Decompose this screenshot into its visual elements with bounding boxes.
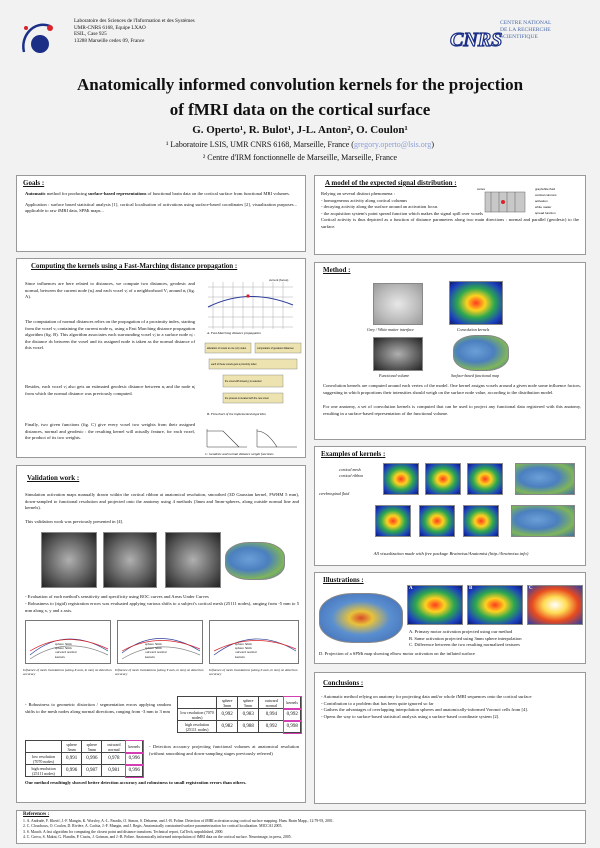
validation-panel: [16, 465, 306, 803]
method-title: Method :: [323, 266, 351, 274]
cnrs-logo-text: CNRS: [450, 29, 503, 51]
kernel-example-3: [467, 463, 503, 495]
affil1-close: ): [431, 140, 434, 149]
validation-b1-text: - Evaluation of each method's sensitivity and specificity using ROC curves and Areas Under Curves: [25, 594, 209, 599]
illustration-a: [407, 585, 463, 625]
resolution-table: [25, 740, 143, 777]
validation-title: Validation work :: [27, 474, 80, 482]
table-header: outward normal: [102, 741, 126, 753]
flow-box-text: the voxel with lowest pⱼ is selected: [225, 380, 262, 383]
convolution-kernels-image: [449, 281, 503, 325]
illustration-item-d: D. Projection of a SPMt map showing elbow motor activation on the inflated surface: [319, 651, 475, 656]
plot-legend: [235, 642, 257, 659]
model-line: - the acquisition system's point spread function which makes the signal spill over voxels: [321, 210, 483, 216]
model-line: - homogeneous activity along cortical columns: [321, 197, 408, 203]
illustration-c: [527, 585, 583, 625]
table-cell: 0,996: [62, 765, 82, 777]
examples-title: Examples of kernels :: [321, 450, 386, 458]
references-list: [17, 819, 585, 841]
illustration-letter: A: [409, 586, 413, 591]
table-header: kernels: [126, 741, 143, 753]
cnrs-line: CENTRE NATIONAL: [500, 20, 552, 26]
table-cell: 0,996: [82, 753, 102, 765]
kernel-example-1: [383, 463, 419, 495]
table-cell: 0,998: [284, 721, 301, 733]
kernel-example-8: [511, 505, 575, 537]
validation-surface: [225, 542, 285, 580]
affiliation-2: ² Centre d'IRM fonctionnelle de Marseille, Marseille, France: [202, 153, 398, 162]
goals-p2: Application : surface based statistical analysis [1], cortical localisation of activations using surface-based coordinates [2], visualization purposes... applicable to raw fMRI data, SPMt maps...: [25, 201, 297, 214]
table-cell: 0,994: [259, 709, 284, 721]
kernel-example-4: [515, 463, 575, 495]
table-header: sphere 3mm: [62, 741, 82, 753]
flow-box-text: each of these voxels gets a proximity index: [211, 363, 257, 366]
model-line: Cortical activity is thus depicted as a function of distance parameters along two main directions : normal and parallel (geodesic) to the surface.: [321, 217, 579, 229]
conclusion-item: - Contribution to a problem that has been quite ignored so far: [321, 700, 434, 706]
method-label: Surface-based functional map: [451, 373, 499, 378]
fig-a-top-label: current (focus): [269, 278, 289, 282]
legend-item: sphere 5mm: [145, 646, 162, 651]
cnrs-logo: [448, 16, 503, 56]
validation-conclusion: Our method resultingly showed better detection accuracy and robustness to small registration errors than others.: [25, 780, 247, 785]
table-cell: 0,992: [259, 721, 284, 733]
illustration-item: A. Primary motor activation projected using our method: [409, 629, 513, 634]
example-label: cerebrospinal fluid: [319, 491, 350, 496]
kernels-p4: Finally, two given functions (fig. C) give every voxel two weights from their assigned distances, normal and geodesic : the resulting kernel will actually feature, for each voxel, the product of its two weights.: [25, 422, 195, 441]
kernels-title: Computing the kernels using a Fast-Marching distance propagation :: [31, 262, 238, 270]
illustration-letter: D: [321, 595, 325, 600]
affiliation-1: [0, 140, 600, 149]
table-cell: low resolution (7070 nodes): [178, 709, 217, 721]
conclusion-item: - Opens the way to surface-based statistical analysis using a surface-based coordinate system [2].: [321, 713, 500, 719]
illustration-letter: B: [469, 586, 473, 591]
goals-p1: [17, 190, 305, 199]
table-cell: 0,978: [102, 753, 126, 765]
plot-legend: [55, 642, 77, 659]
validation-p2: This validation work was previously presented in [4].: [25, 519, 124, 524]
poster-title: [0, 72, 600, 122]
authors: G. Operto¹, R. Bulot¹, J-L. Anton², O. Coulon¹: [192, 124, 408, 136]
examples-caption: All visualization made with free package Brainvisa/Anatomist (http://brainvisa.info): [373, 551, 529, 556]
fig-c-caption: C. Geodesic and normal distance weight functions: [205, 452, 274, 456]
illustrations-title: Illustrations :: [323, 576, 364, 584]
conclusion-item: - Automatic method relying on anatomy for projecting data and/or whole fMRI sequences onto the cortical surface: [321, 694, 532, 699]
conclusions-panel: [314, 672, 586, 804]
reference-item: 1. A. Andrade, F. Kherif, J.-F. Mangin, K. Worsley, A.-L. Paradis, O. Simon, S. Dehaene, and J.-B. Poline. Detection of fMRI activation using cortical surface mapping. Hum. Brain Mapp., 12:79-93, 2001.: [23, 818, 334, 823]
kernels-p2: The computation of normal distances relies on the propagation of a proximity index, starting from the voxel vᵢ containing the current node nᵢ, using a Fast Marching distance propagation algorithm (fig. B). This algorithm associates each surrounding voxel vⱼ to a surface node nⱼ : the distance dₙ between the voxel and its assigned node is taken as the normal distance of this voxel.: [25, 319, 195, 351]
legend-item: outward normal: [55, 650, 77, 655]
kernels-panel: [16, 258, 306, 458]
model-fig-label: gray/white fluid: [535, 187, 556, 191]
model-fig-label: white matter: [535, 205, 552, 209]
lsis-logo: [16, 16, 60, 60]
table-header: [26, 741, 62, 753]
example-label: cortical ribbon: [339, 473, 364, 478]
fig-a-caption: A. Fast-Marching distance propagation: [207, 331, 261, 335]
references-panel: [16, 810, 586, 844]
method-p1: Convolution kernels are computed around each vertex of the model. One kernel assigns voxels around a given node some influence factors, suggesting in which proportions their intensities should weigh on the surface node value, according to the distribution model.: [323, 383, 581, 395]
flow-box-text: allocation of voxels to one (or) nodes: [207, 347, 247, 350]
illustrations-panel: [314, 572, 586, 664]
affil1-email-link[interactable]: gregory.operto@lsis.org: [353, 140, 432, 149]
flow-box-text: the process is iterated with the new voxel: [225, 397, 269, 400]
kernel-example-2: [425, 463, 461, 495]
model-fig-label: cortex: [477, 187, 486, 191]
distortion-table: [177, 696, 301, 733]
legend-item: sphere 5mm: [235, 646, 252, 651]
table-cell: 0,996: [126, 753, 143, 765]
lab-line: Laboratoire des Sciences de l'Information et des Systèmes: [74, 18, 195, 24]
table-cell: high resolution (25111 nodes): [26, 765, 62, 777]
table-header: sphere 5mm: [82, 741, 102, 753]
table-cell: 0,988: [238, 721, 259, 733]
table-header: sphere 3mm: [217, 697, 238, 709]
plot-caption: Influence of mesh translations (along Z axis, in mm) on detection accuracy: [209, 668, 298, 676]
title-line-2: of fMRI data on the cortical surface: [169, 100, 431, 119]
validation-mri-1: [41, 532, 97, 588]
table-cell: high resolution (25111 nodes): [178, 721, 217, 733]
model-panel: [314, 175, 586, 255]
legend-item: kernels: [235, 654, 245, 659]
illustration-letter: C: [529, 586, 533, 591]
cnrs-line: SCIENTIFIQUE: [500, 34, 538, 40]
model-fig-label: cortical columns: [535, 193, 557, 197]
legend-item: outward normal: [145, 650, 167, 655]
reference-item: 3. S. Mauch. A fast algorithm for computing the closest point and distance transform. Technical report, CalTech, unpublished, 2000.: [23, 829, 224, 834]
flow-box-text: computation of geodesic distances: [257, 347, 294, 350]
table-cell: 0,992: [217, 709, 238, 721]
conclusions-title: Conclusions :: [323, 679, 364, 687]
affil1-text: ¹ Laboratoire LSIS, UMR CNRS 6168, Marseille, France (: [166, 140, 354, 149]
illustration-item: B. Same activation projected using 3mm sphere interpolation: [409, 635, 522, 641]
gw-interface-image: [373, 283, 423, 325]
model-fig-label: activation: [535, 199, 548, 203]
legend-item: kernels: [145, 654, 155, 659]
legend-item: sphere 5mm: [55, 646, 72, 651]
method-label: Grey / White matter interface: [367, 327, 414, 332]
validation-b1: [25, 594, 299, 601]
table-header: outward normal: [259, 697, 284, 709]
goals-p1-mid: method for producing: [45, 191, 89, 196]
legend-item: kernels: [55, 654, 65, 659]
conclusions-list: [315, 690, 585, 724]
model-fig-label: spread function: [535, 211, 556, 215]
title-line-1: Anatomically informed convolution kernels for the projection: [76, 75, 524, 94]
table-cell: 0,996: [126, 765, 143, 777]
legend-item: outward normal: [235, 650, 257, 655]
fig-a-grid: [203, 277, 303, 335]
illustration-item: C. Difference between the two resulting normalized textures: [409, 642, 520, 648]
model-line: Relying on several distinct phenomena :: [321, 191, 395, 196]
kernel-example-5: [375, 505, 411, 537]
conclusion-item: - Gathers the advantages of overlapping interpolation spheres and anatomically-informed Voronoï cells from [4].: [321, 707, 528, 713]
fig-c-weights: [203, 425, 303, 457]
legend-item: sphere 3mm: [55, 642, 72, 646]
illustration-b: [467, 585, 523, 625]
illustration-list: [409, 629, 583, 649]
validation-mri-3: [165, 532, 221, 588]
method-p2: For one anatomy, a set of convolution kernels is computed that can be used to project any functional data registered with this anatomy, resulting in a surface-based representation of the functional volume.: [323, 404, 581, 416]
kernels-p1: Since influences are here related to distances, we compute two distances, geodesic and normal, between the current node (nᵢ) and each voxel vⱼ of a neighborhood Vᵢ around nᵢ (fig. A).: [25, 281, 195, 300]
table-header: sphere 5mm: [238, 697, 259, 709]
table-header: [178, 697, 217, 709]
goals-p1-lead: Automatic: [25, 191, 46, 196]
method-label: Convolution kernels: [457, 327, 490, 332]
plot-caption: Influence of mesh translations (along X axis, in mm) on detection accuracy: [23, 668, 112, 676]
lab-line: UMR-CNRS 6168, Equipe LXAO: [74, 24, 146, 31]
validation-p1: Simulation activation maps manually drawn within the cortical ribbon at anatomical resolution, smoothed (3D Gaussian kernel, FWHM 5 mm), down-sampled to functional resolution and projected onto the anatomy using 4 methods (3mm and 5mm-spheres, along outside normal line and kernels).: [25, 492, 299, 511]
method-panel: [314, 262, 586, 440]
fig-b-caption: B. Flowchart of the implemented algorithm: [207, 412, 266, 416]
plot-caption: Influence of mesh translations (along Y axis, in mm) on detection accuracy: [115, 668, 204, 676]
goals-panel: [16, 175, 306, 252]
lab-line: 13288 Marseille cedex 09, France: [74, 37, 145, 44]
surface-map-image: [453, 335, 509, 371]
table-cell: low resolution (7070 nodes): [26, 753, 62, 765]
validation-mri-2: [103, 532, 157, 588]
legend-item: sphere 3mm: [235, 642, 252, 646]
cnrs-line: DE LA RECHERCHE: [500, 27, 551, 33]
illustration-d-inflated: [319, 593, 403, 643]
model-diagram: [475, 184, 583, 220]
lab-address: [74, 18, 294, 44]
reference-item: 4. C. Grova, S. Makni, G. Flandin, P. Ciuciu, J. Gotman, and J.-B. Poline. Anatomically informed interpolation of fMRI data on the cortical surface. Neuroimage, in press, 2005.: [23, 835, 292, 840]
table-cell: 0,992: [284, 709, 301, 721]
kernels-p3: Besides, each voxel vⱼ also gets an estimated geodesic distance between nᵢ and the node nⱼ from which the normal distance was previously computed.: [25, 384, 195, 396]
table-cell: 0,981: [102, 765, 126, 777]
goals-p1-rest: of functional brain data on the cortical surface from functional MRI volumes.: [146, 191, 290, 196]
references-title: References :: [23, 812, 50, 817]
goals-title: Goals :: [23, 179, 45, 187]
table-cell: 0,987: [82, 765, 102, 777]
table-cell: 0,983: [238, 709, 259, 721]
reference-item: 2. C. Clouchoux, O. Coulon, D. Rivière, A. Cachia, J.-F. Mangin, and J. Regis. Anatomically constrained surface parameterization for cortical localization. MICCAI 2005.: [23, 824, 283, 829]
validation-b3: - Robustness to geometric distortion / segmentation errors applying random shifts to the mesh nodes along normal directions, ranging from -3 mm to 3 mm: [25, 702, 171, 714]
fig-b-flowchart: [203, 339, 303, 423]
functional-volume-image: [373, 337, 423, 371]
kernel-example-7: [463, 505, 499, 537]
legend-item: sphere 3mm: [145, 642, 162, 646]
table-cell: 0,991: [62, 753, 82, 765]
examples-panel: [314, 446, 586, 566]
goals-p1-bold: surface-based representations: [88, 191, 147, 196]
table-cell: 0,982: [217, 721, 238, 733]
cnrs-name: [500, 20, 590, 41]
example-label: cortical mesh: [339, 467, 361, 472]
validation-b4: - Detection accuracy projecting functional volumes at anatomical resolution (without smoothing and down-sampling stages previously referred): [149, 744, 299, 756]
plot-legend: [145, 642, 167, 659]
kernel-example-6: [419, 505, 455, 537]
model-line: - decaying activity along the surface around an activation focus: [321, 204, 438, 210]
model-title: A model of the expected signal distribution :: [325, 179, 457, 187]
table-header: kernels: [284, 697, 301, 709]
lab-line: ESIL, Case 925: [74, 31, 107, 38]
validation-b2: - Robustness to (rigid) registration errors was evaluated applying various shifts to a subject's cortical mesh (25111 nodes), ranging from -5 mm to 5 mm along x, y and z axis.: [25, 601, 299, 613]
method-label: Functional volume: [379, 373, 410, 378]
